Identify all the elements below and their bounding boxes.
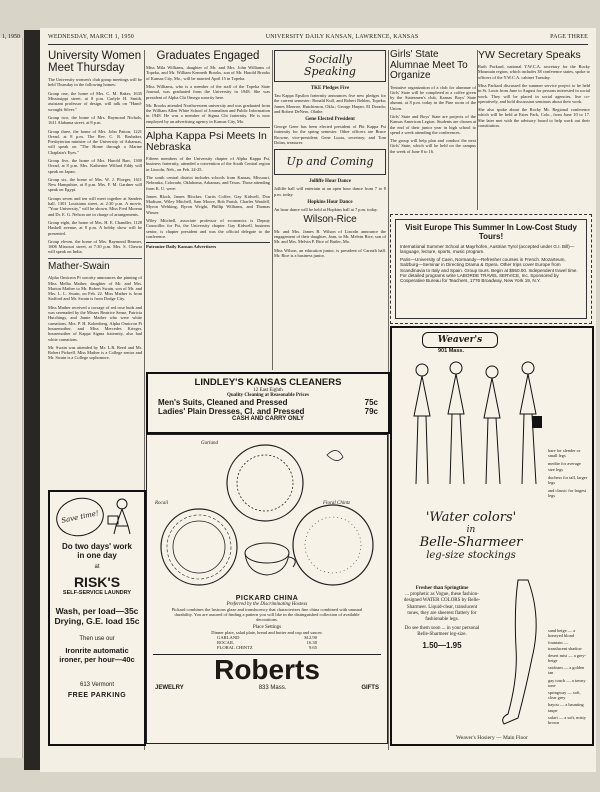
- weavers-brand: Weaver's: [437, 335, 483, 345]
- lindley-tagline: Quality Cleaning at Reasonable Prices: [227, 393, 309, 398]
- patronize-notice: Patronize Daily Kansan Advertisers: [146, 242, 270, 249]
- headline-university-women: University Women Meet Thursday: [48, 50, 142, 75]
- risk-brand: RISK'S: [73, 574, 121, 590]
- models-illustration: [396, 356, 546, 496]
- newspaper-page: [40, 28, 596, 772]
- page-binding: [24, 30, 40, 770]
- headline-wilson-rice: Wilson-Rice: [303, 214, 357, 226]
- size-guide-item: bare for slender or small legs: [548, 448, 581, 459]
- risk-wash-price: Wash, per load—35c: [55, 606, 139, 616]
- article-paragraph: The group will help plan and conduct the next Girls' State, which will be held on the campus the week of June 8 to 16.: [390, 138, 476, 154]
- lindley-price: 79c: [364, 407, 378, 416]
- column-girls-state: [390, 50, 476, 157]
- water-colors-in: in: [466, 525, 476, 535]
- lindley-item: Ladies' Plain Dresses, Cl. and Pressed: [158, 407, 305, 416]
- risk-line-2: in one day: [77, 551, 117, 560]
- water-colors-script: 'Water colors': [425, 510, 517, 525]
- risk-drying-price: Drying, G.E. load 15c: [54, 616, 140, 626]
- color-item: safari — a soft, misty brown: [548, 714, 586, 726]
- socially-speaking-box: [274, 50, 386, 82]
- article-paragraph: Mr. and Mrs. James B. Wilson of Lincoln announce the engagement of their daughter, Joan, to Mr. Melvin Rice, son of Mr. and Mrs. Melvin P. Rice of Butler, Mo.: [274, 228, 386, 245]
- color-item: fountain — translucent shadow: [548, 640, 582, 651]
- article-paragraph: Group five, the home of Mrs. Harold Barr, 1300 Oread, at 8 p.m. Mrs. Katherine Willard Eddy will speak on Japan.: [48, 157, 142, 174]
- lindleys-cleaners-ad: [146, 372, 390, 434]
- visit-europe-title: Visit Europe This Summer In Low-Cost Study Tours!: [405, 223, 577, 241]
- weaver-desc-close: Do see them soon ... in your personal Belle-Sharmeer leg-size.: [404, 626, 480, 638]
- china-price: 16.30: [306, 639, 317, 645]
- lindley-price-row: [148, 398, 388, 407]
- section-divider: [48, 258, 142, 259]
- lindley-item: Men's Suits, Cleaned and Pressed: [158, 398, 288, 407]
- color-item: sand beige — a honeyed blond: [548, 628, 576, 639]
- risk-line-4: SELF-SERVICE LAUNDRY: [62, 590, 132, 596]
- weaver-desc-lead: Fresher than Springtime: [415, 586, 469, 591]
- page-header: [48, 34, 588, 45]
- section-divider: [146, 127, 270, 128]
- speaking-heading: Speaking: [304, 65, 356, 78]
- pickard-china-body: Pickard combines the lustrous glaze and translucency that characterizes fine china combined with unusual durability. You are assured of finding a pattern you will like in the distinguished collection of available decorations.: [171, 607, 363, 623]
- weaver-price: 1.50—1.95: [422, 640, 462, 650]
- article-paragraph: An hour dance will be held at Hopkins hall at 7 p.m. today.: [274, 206, 378, 212]
- place-settings-detail: Dinner plate, salad plate, bread and butter and cup and saucer.: [211, 629, 323, 635]
- risk-free-parking: FREE PARKING: [67, 692, 127, 699]
- size-guide-item: and classic for largest legs: [548, 488, 587, 499]
- headline-girls-state: Girls' State Alumnae Meet To Organize: [390, 49, 468, 81]
- previous-page-edge: [0, 34, 23, 758]
- visit-europe-body-2: Paris—University of Caen, Normandy—Refresher courses in French. Mozarteum, Salzburg—Seminar in Directing Drama & Opera. Other trips cover Europe from Scandinavia to Italy and Spain. Group tours. Begin at $550.00. Independent travel time. For detailed programs write LABORDE TRAVEL SERVICE, Inc. Sponsored by Cooperative Bureau for Teachers, 1776 Broadway, New York 19, N.Y.: [400, 256, 578, 284]
- header-paper-name: UNIVERSITY DAILY KANSAN, LAWRENCE, KANSAS: [265, 34, 419, 40]
- article-paragraph: Group two, the home of Mrs. Raymond Nichols, 1611 Alabama street, at 8 p.m.: [48, 114, 142, 126]
- article-paragraph: Miss Williams, who is a member of the staff of the Topeka State Journal, was graduated from the University in 1948. She was president of Alpha Chi Omega sorority here.: [146, 83, 270, 100]
- article-paragraph: Ruth Packard, national Y.W.C.A. secretary for the Rocky Mountain region, which includes 38 conference states, spoke to officers of the Y.W.C.A. cabinet Tuesday.: [478, 64, 590, 80]
- risk-line-7: Then use our: [79, 636, 115, 642]
- headline-graduates-engaged: Graduates Engaged: [156, 50, 260, 62]
- weavers-address: 901 Mass.: [438, 348, 464, 354]
- pickard-china-ad: [146, 434, 388, 744]
- roberts-jewelry: JEWELRY: [155, 684, 184, 691]
- headline-alpha-kappa-psi: Alpha Kappa Psi Meets In Nebraska: [146, 130, 267, 154]
- lindley-cash-and-carry: CASH AND CARRY ONLY: [232, 416, 304, 422]
- subhead-hopkins: Hopkins Hour Dance: [307, 199, 353, 205]
- china-price: $12.90: [304, 634, 317, 640]
- rocail-label: Rocail: [155, 501, 169, 506]
- article-paragraph: Groups seven and ten will meet together at Sanders hall, 1301 Louisiana street, at 2:30 p.m. A movie, "Your University," will be shown. Miss Fred Moreau and Dr. E. G. Nelson are in charge of arrangements.: [48, 195, 142, 217]
- headline-mather-swain: Mather-Swain: [48, 260, 110, 272]
- color-item: seafoam — a golden tan: [548, 665, 585, 676]
- size-guide-item: medite for average size legs: [548, 461, 581, 472]
- place-settings-heading: Place Settings: [252, 624, 282, 630]
- article-paragraph: Miss Packard discussed the summer service project to be held in St. Louis from June to August for persons interested in social work. They will be placed in social agencies, live co-operatively, and hold discussion seminars about their work.: [478, 82, 590, 104]
- weavers-logo: [422, 332, 498, 348]
- risk-line-3: at: [94, 564, 100, 570]
- roberts-gifts: GIFTS: [361, 684, 379, 691]
- clock-icon: [53, 493, 108, 540]
- article-paragraph: Group six, the home of Mrs. W. J. Ploeger, 1611 New Hampshire, at 8 p.m. Mrs. F. M. Gardner will speak on Egypt.: [48, 176, 142, 193]
- risk-line-8: Ironrite automatic: [65, 646, 129, 655]
- article-paragraph: Tau Kappa Epsilon fraternity announces five new pledges for the current semester: Ronald Kull, and Robert Behlen, Topeka; James Monroe, Hutchinson, Okla.; George Harper, El Dorado; and Robert DeNero, Olathe.: [274, 93, 386, 114]
- header-page-number: PAGE THREE: [550, 34, 588, 40]
- article-paragraph: Mr. Brooks attended Northwestern university and was graduated from the William Allen White School of Journalism and Public Information in 1948. He was a member of Sigma Chi fraternity. He is now employed by an advertising agency in Kansas City, Mo.: [146, 102, 270, 124]
- article-paragraph: Tentative organization of a club for alumnae of Girls' State will be completed at a coffee given by the Statesmen's club, Kansas Boys' State alumni, at 8 p.m. today in the Pine room of the Union.: [390, 84, 476, 111]
- article-paragraph: Group one, the home of Mrs. C. M. Baker, 1635 Mississippi street, at 8 p.m. Carlyle H. Smith, assistant professor of design, will talk on "Hand-wrought Silver.": [48, 90, 142, 112]
- weaver-footer: Weaver's Hosiery — Main Floor: [456, 735, 528, 741]
- china-price-row: [147, 645, 387, 650]
- garland-label: Garland: [201, 441, 218, 446]
- visit-europe-ad: [390, 214, 592, 324]
- article-paragraph: Group eleven, the home of Mrs. Raymond Beamer, 1606 Missouri street, at 7:30 p.m. Mrs. S. Chewia will speak on India.: [48, 238, 142, 255]
- lindley-price-row: [148, 407, 388, 416]
- lindley-title: LINDLEY'S KANSAS CLEANERS: [194, 377, 342, 388]
- article-paragraph: Group eight, the home of Mrs. H. E. Chandler, 1128 Haskell avenue, at 8 p.m. A hobby show will be presented.: [48, 219, 142, 236]
- weavers-hosiery-ad: [390, 326, 594, 746]
- up-and-coming-heading: Up and Coming: [286, 155, 374, 169]
- china-pattern: GARLAND: [217, 634, 240, 640]
- article-paragraph: The University women's club group meetings will be held Thursday in the following homes:: [48, 77, 142, 88]
- roberts-footer: [147, 685, 387, 691]
- subhead-gene: Gene Elected President: [305, 117, 355, 123]
- lindley-address: 12 East Eighth: [253, 388, 283, 393]
- article-paragraph: Miss Wilson, an education junior, is president of Carruth hall. Mr. Rice is a business junior.: [274, 247, 386, 258]
- headline-yw-secretary: YW Secretary Speaks: [478, 49, 581, 61]
- roberts-store-name: Roberts: [214, 653, 320, 685]
- visit-europe-body-1: International Summer School at Mayrhofen, Austrian Tyrol (accepted under G.I. Bill)—language, lecture, sports, music program.: [400, 244, 575, 255]
- article-paragraph: Miss Mather received a corsage of red rose buds and was serenaded by the Misses Beatrice Sense, Patricia Hutchings, and Jamie Mather who were white carnations. Mrs. P. H. Kokenberg, Alpha Omicron Pi housemother, and Miss Mercedes Krieger, housemother of Kappa Sigma fraternity, also had white carnations.: [48, 304, 142, 342]
- belle-sharmeer-script: Belle-Sharmeer: [419, 535, 523, 550]
- column-graduates-engaged: [146, 50, 270, 249]
- color-item: springway — soft, clear grey: [548, 690, 581, 701]
- socially-heading: Socially: [308, 53, 352, 66]
- china-price: 9.65: [308, 644, 317, 650]
- risk-ironer-price: ironer, per hour—40c: [59, 655, 135, 664]
- save-time-script: Save time!: [60, 509, 100, 525]
- pickard-china-subtitle: Preferred by the Discriminating Hostess: [226, 602, 308, 607]
- risk-address: 613 Vermont: [79, 682, 115, 688]
- article-paragraph: George Gene has been elected president of Phi Kappa Psi fraternity for the spring semester. Other officers are Bruce Browne, vice-president; Gene Lucas, secretary; and Tom Dolan, treasurer.: [274, 124, 386, 146]
- article-paragraph: Jolliffe hall will entertain at an open hour dance from 7 to 8 p.m. today.: [274, 186, 386, 197]
- column-yw-secretary: [478, 50, 590, 131]
- color-list: [548, 628, 588, 725]
- article-paragraph: Alpha Omicron Pi sorority announces the pinning of Miss Melba Mather, daughter of Mr. and Mrs. Marion Mather to Mr. Robert Swain, son of Mr. and Mrs. L. L. Swain, on Feb. 22. Miss Mather is from Stafford and Mr. Swain is from Dodge City.: [48, 275, 142, 302]
- column-society: [274, 50, 386, 261]
- size-guide-item: duchess for tall, larger legs: [548, 474, 588, 486]
- subhead-jolliffe: Jolliffe Hour Dance: [309, 179, 351, 185]
- header-date: WEDNESDAY, MARCH 1, 1950: [48, 34, 134, 40]
- leg-size-stockings-script: leg-size stockings: [426, 550, 516, 561]
- roberts-address: 833 Mass.: [258, 684, 287, 691]
- article-paragraph: The south central district includes schools from Kansas, Missouri, Nebraska, Colorado, Oklahoma, Arkansas, and Texas. Those attending from K. U. were:: [146, 174, 270, 191]
- size-guide: [548, 448, 588, 499]
- article-paragraph: Girls' State and Boys' State are projects of the Kansas American Legion. Students are chosen at the end of their junior year in high school to spend a week attending the conferences.: [390, 113, 476, 135]
- article-paragraph: Wiley Mitchell, associate professor of economics is Deputy Councillor for Psi, the University chapter. Gay Kidwell, business senior, is chapter president and was the official delegate to the conference.: [146, 218, 270, 239]
- article-paragraph: Group three, the home of Mrs. John Patton, 1221 Oread, at 8 p.m. The Rev. C. R. Brubaker, Presbyterian minister of the University of Arkansas, will speak on "The Home through a Marine Chaplain's Eyes.": [48, 128, 142, 155]
- up-and-coming-box: [274, 149, 386, 175]
- previous-page-date: 1, 1950: [2, 34, 20, 40]
- stocking-leg-illustration: [488, 578, 548, 728]
- article-paragraph: Mr. Swain was attended by Mr. L.R. Reed and Mr. Robert Pickrell. Miss Mather is a College senior and Mr. Swain is a College sophomore.: [48, 344, 142, 361]
- column-university-women: [48, 50, 142, 364]
- article-paragraph: James Bloch, James Blocker, Curtis Coffee, Gay Kidwell, Don Madison, Wiley Mitchell, Sam Moore, Bob Parish, Charles Wasdell, Myron Wehking, Byron Wright, Phillip Williams, and Thomas Winser.: [146, 193, 270, 215]
- china-plates-illustration: [147, 435, 387, 595]
- color-item: bayou — a haunting taupe: [548, 702, 584, 713]
- china-pattern: FLORAL CHINTZ: [217, 644, 253, 650]
- color-item: gay touch — a tawny tone: [548, 677, 586, 688]
- pickard-china-title: PICKARD CHINA: [235, 595, 299, 602]
- weaver-desc-body: ... prophetic as Vogue, these fashion-designed WATER COLORS by Belle-Sharmeer. Liquid-clear, translucent tones, they are sheerest flattery for fashionable legs.: [403, 592, 481, 623]
- floral-chintz-label: Floral Chintz: [323, 501, 351, 506]
- risk-line-1: Do two days' work: [62, 542, 132, 551]
- color-item: desert mist — a grey-beige: [548, 652, 587, 664]
- subhead-tke: TKE Pledges Five: [310, 86, 350, 91]
- article-paragraph: She also spoke about the Rocky Mt. Regional conference which will be held at Estes Park, Colo., from June 10 to 17. She later met with the advisory board to help work out their constitution.: [478, 107, 590, 128]
- china-pattern: ROCAIL: [217, 639, 235, 645]
- article-paragraph: Fifteen members of the University chapter of Alpha Kappa Psi, business fraternity, attended a convention of the South Central region in Lincoln, Neb., on Feb. 24-25.: [146, 156, 270, 172]
- column-rule: [272, 50, 273, 370]
- laundry-woman-illustration: [106, 496, 138, 536]
- article-paragraph: Miss Mila Williams, daughter of Mr. and Mrs. John Williams of Topeka, and Mr. William Kenneth Brooks, son of Mr. Harold Brooks of Kansas City, Mo., will be married April 15 in Topeka.: [146, 65, 270, 81]
- risks-laundry-ad: [48, 490, 146, 746]
- lindley-price: 75c: [364, 398, 378, 407]
